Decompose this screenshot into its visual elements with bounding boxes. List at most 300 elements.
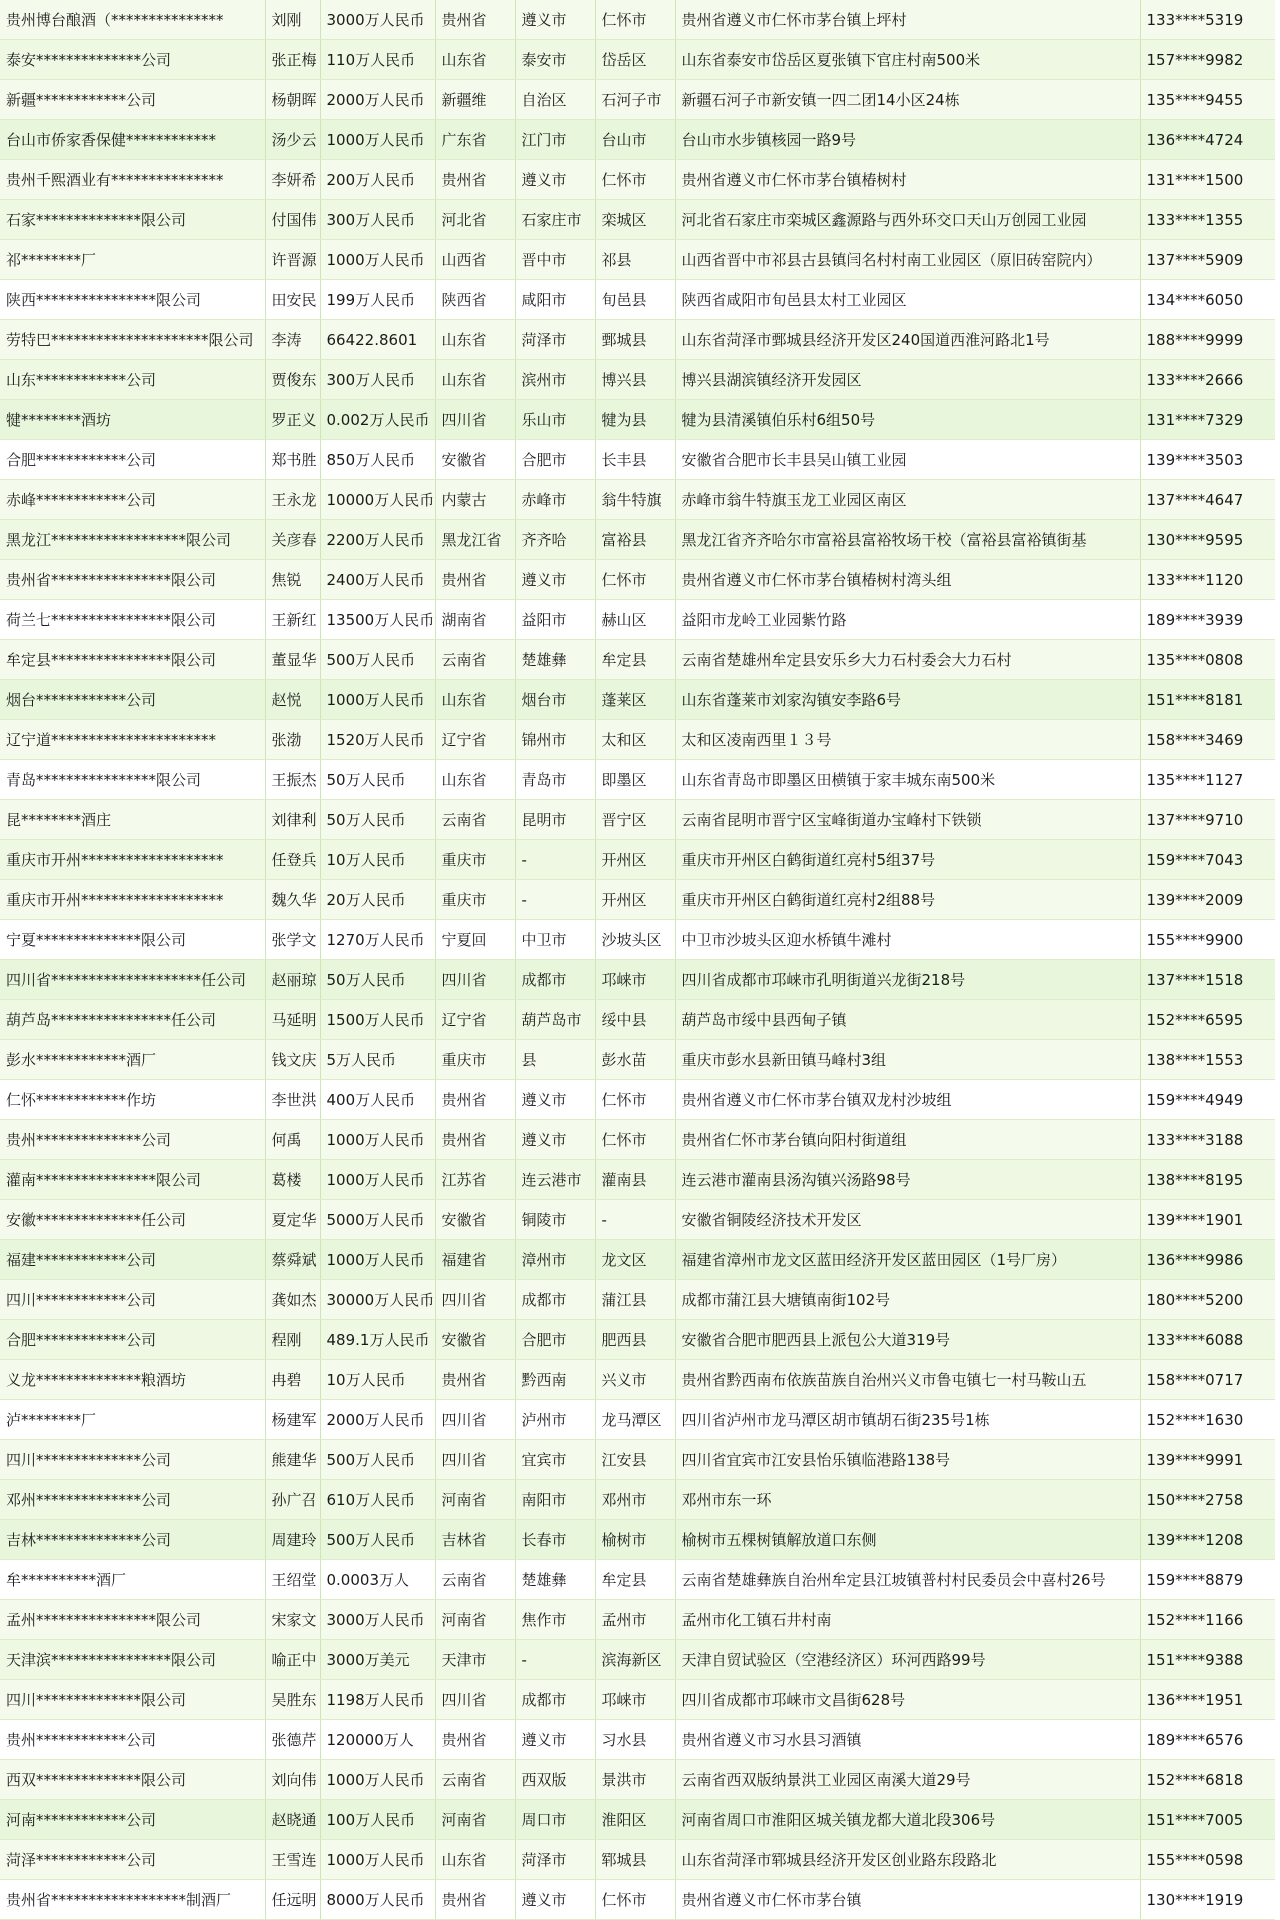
company-name-cell: 四川**************限公司 <box>0 1680 265 1720</box>
company-name-cell: 烟台************公司 <box>0 680 265 720</box>
province-cell: 贵州省 <box>435 1880 515 1920</box>
legal-rep-cell: 许晋源 <box>265 240 320 280</box>
phone-cell: 139****1901 <box>1140 1200 1275 1240</box>
table-row <box>0 480 1275 520</box>
district-cell: 祁县 <box>595 240 675 280</box>
registered-capital-cell: 1000万人民币 <box>320 1160 435 1200</box>
district-cell: 旬邑县 <box>595 280 675 320</box>
district-cell: 长丰县 <box>595 440 675 480</box>
legal-rep-cell: 杨建军 <box>265 1400 320 1440</box>
phone-cell: 152****1630 <box>1140 1400 1275 1440</box>
table-row <box>0 1600 1275 1640</box>
phone-cell: 139****3503 <box>1140 440 1275 480</box>
table-row <box>0 840 1275 880</box>
city-cell: 菏泽市 <box>515 1840 595 1880</box>
address-cell: 安徽省合肥市长丰县吴山镇工业园 <box>675 440 1140 480</box>
phone-cell: 136****9986 <box>1140 1240 1275 1280</box>
company-name-cell: 山东************公司 <box>0 360 265 400</box>
company-name-cell: 赤峰************公司 <box>0 480 265 520</box>
address-cell: 山东省菏泽市鄄城县经济开发区240国道西淮河路北1号 <box>675 320 1140 360</box>
address-cell: 山西省晋中市祁县古县镇闫名村村南工业园区（原旧砖窑院内） <box>675 240 1140 280</box>
company-name-cell: 祁********厂 <box>0 240 265 280</box>
address-cell: 山东省泰安市岱岳区夏张镇下官庄村南500米 <box>675 40 1140 80</box>
address-cell: 河北省石家庄市栾城区鑫源路与西外环交口天山万创园工业园 <box>675 200 1140 240</box>
address-cell: 贵州省仁怀市茅台镇向阳村街道组 <box>675 1120 1140 1160</box>
address-cell: 葫芦岛市绥中县西甸子镇 <box>675 1000 1140 1040</box>
phone-cell: 152****1166 <box>1140 1600 1275 1640</box>
registered-capital-cell: 500万人民币 <box>320 640 435 680</box>
table-row <box>0 920 1275 960</box>
registered-capital-cell: 400万人民币 <box>320 1080 435 1120</box>
table-row <box>0 1800 1275 1840</box>
registered-capital-cell: 20万人民币 <box>320 880 435 920</box>
phone-cell: 137****5909 <box>1140 240 1275 280</box>
province-cell: 吉林省 <box>435 1520 515 1560</box>
table-row <box>0 1520 1275 1560</box>
phone-cell: 155****9900 <box>1140 920 1275 960</box>
legal-rep-cell: 魏久华 <box>265 880 320 920</box>
legal-rep-cell: 程刚 <box>265 1320 320 1360</box>
city-cell: 西双版 <box>515 1760 595 1800</box>
phone-cell: 150****2758 <box>1140 1480 1275 1520</box>
phone-cell: 134****6050 <box>1140 280 1275 320</box>
legal-rep-cell: 李世洪 <box>265 1080 320 1120</box>
registered-capital-cell: 1000万人民币 <box>320 240 435 280</box>
legal-rep-cell: 吴胜东 <box>265 1680 320 1720</box>
city-cell: 中卫市 <box>515 920 595 960</box>
company-name-cell: 义龙**************粮酒坊 <box>0 1360 265 1400</box>
city-cell: - <box>515 1640 595 1680</box>
district-cell: 鄄城县 <box>595 320 675 360</box>
phone-cell: 137****4647 <box>1140 480 1275 520</box>
legal-rep-cell: 蔡舜斌 <box>265 1240 320 1280</box>
phone-cell: 157****9982 <box>1140 40 1275 80</box>
province-cell: 河北省 <box>435 200 515 240</box>
table-row <box>0 320 1275 360</box>
address-cell: 犍为县清溪镇伯乐村6组50号 <box>675 400 1140 440</box>
province-cell: 山东省 <box>435 1840 515 1880</box>
district-cell: 江安县 <box>595 1440 675 1480</box>
legal-rep-cell: 龚如杰 <box>265 1280 320 1320</box>
legal-rep-cell: 关彦春 <box>265 520 320 560</box>
phone-cell: 189****6576 <box>1140 1720 1275 1760</box>
registered-capital-cell: 3000万美元 <box>320 1640 435 1680</box>
address-cell: 贵州省遵义市仁怀市茅台镇椿树村湾头组 <box>675 560 1140 600</box>
legal-rep-cell: 赵晓通 <box>265 1800 320 1840</box>
registered-capital-cell: 1500万人民币 <box>320 1000 435 1040</box>
province-cell: 山东省 <box>435 320 515 360</box>
company-name-cell: 菏泽************公司 <box>0 1840 265 1880</box>
phone-cell: 136****4724 <box>1140 120 1275 160</box>
legal-rep-cell: 刘向伟 <box>265 1760 320 1800</box>
phone-cell: 133****5319 <box>1140 0 1275 40</box>
table-row <box>0 520 1275 560</box>
province-cell: 重庆市 <box>435 880 515 920</box>
city-cell: - <box>515 840 595 880</box>
district-cell: 仁怀市 <box>595 0 675 40</box>
legal-rep-cell: 王永龙 <box>265 480 320 520</box>
address-cell: 福建省漳州市龙文区蓝田经济开发区蓝田园区（1号厂房） <box>675 1240 1140 1280</box>
phone-cell: 151****8181 <box>1140 680 1275 720</box>
table-row <box>0 200 1275 240</box>
phone-cell: 158****0717 <box>1140 1360 1275 1400</box>
table-row <box>0 1360 1275 1400</box>
company-name-cell: 泰安**************公司 <box>0 40 265 80</box>
legal-rep-cell: 任远明 <box>265 1880 320 1920</box>
address-cell: 新疆石河子市新安镇一四二团14小区24栋 <box>675 80 1140 120</box>
phone-cell: 131****7329 <box>1140 400 1275 440</box>
address-cell: 重庆市彭水县新田镇马峰村3组 <box>675 1040 1140 1080</box>
city-cell: 遵义市 <box>515 1120 595 1160</box>
phone-cell: 138****8195 <box>1140 1160 1275 1200</box>
legal-rep-cell: 刘刚 <box>265 0 320 40</box>
province-cell: 四川省 <box>435 1400 515 1440</box>
phone-cell: 130****9595 <box>1140 520 1275 560</box>
table-row <box>0 280 1275 320</box>
legal-rep-cell: 王雪连 <box>265 1840 320 1880</box>
province-cell: 云南省 <box>435 800 515 840</box>
table-row <box>0 640 1275 680</box>
phone-cell: 138****1553 <box>1140 1040 1275 1080</box>
registered-capital-cell: 10万人民币 <box>320 1360 435 1400</box>
company-name-cell: 天津滨****************限公司 <box>0 1640 265 1680</box>
province-cell: 福建省 <box>435 1240 515 1280</box>
legal-rep-cell: 罗正义 <box>265 400 320 440</box>
district-cell: 灌南县 <box>595 1160 675 1200</box>
phone-cell: 131****1500 <box>1140 160 1275 200</box>
province-cell: 河南省 <box>435 1480 515 1520</box>
phone-cell: 136****1951 <box>1140 1680 1275 1720</box>
table-row <box>0 400 1275 440</box>
province-cell: 辽宁省 <box>435 720 515 760</box>
address-cell: 四川省成都市邛崃市孔明街道兴龙街218号 <box>675 960 1140 1000</box>
district-cell: 犍为县 <box>595 400 675 440</box>
address-cell: 邓州市东一环 <box>675 1480 1140 1520</box>
district-cell: 开州区 <box>595 840 675 880</box>
company-name-cell: 贵州千熙酒业有*************** <box>0 160 265 200</box>
address-cell: 中卫市沙坡头区迎水桥镇牛滩村 <box>675 920 1140 960</box>
district-cell: 晋宁区 <box>595 800 675 840</box>
district-cell: 龙文区 <box>595 1240 675 1280</box>
phone-cell: 151****7005 <box>1140 1800 1275 1840</box>
district-cell: 仁怀市 <box>595 560 675 600</box>
city-cell: 长春市 <box>515 1520 595 1560</box>
registered-capital-cell: 2400万人民币 <box>320 560 435 600</box>
address-cell: 贵州省遵义市仁怀市茅台镇椿树村 <box>675 160 1140 200</box>
company-name-cell: 犍********酒坊 <box>0 400 265 440</box>
district-cell: 蓬莱区 <box>595 680 675 720</box>
table-row <box>0 1120 1275 1160</box>
province-cell: 贵州省 <box>435 1080 515 1120</box>
legal-rep-cell: 王新红 <box>265 600 320 640</box>
company-name-cell: 新疆************公司 <box>0 80 265 120</box>
province-cell: 辽宁省 <box>435 1000 515 1040</box>
table-row <box>0 800 1275 840</box>
address-cell: 四川省泸州市龙马潭区胡市镇胡石街235号1栋 <box>675 1400 1140 1440</box>
city-cell: 楚雄彝 <box>515 1560 595 1600</box>
district-cell: 仁怀市 <box>595 160 675 200</box>
district-cell: 习水县 <box>595 1720 675 1760</box>
phone-cell: 180****5200 <box>1140 1280 1275 1320</box>
table-row <box>0 1560 1275 1600</box>
company-name-cell: 陕西****************限公司 <box>0 280 265 320</box>
registered-capital-cell: 300万人民币 <box>320 200 435 240</box>
phone-cell: 189****3939 <box>1140 600 1275 640</box>
province-cell: 重庆市 <box>435 1040 515 1080</box>
table-row <box>0 1680 1275 1720</box>
province-cell: 贵州省 <box>435 0 515 40</box>
phone-cell: 188****9999 <box>1140 320 1275 360</box>
district-cell: 邛崃市 <box>595 960 675 1000</box>
company-name-cell: 彭水************酒厂 <box>0 1040 265 1080</box>
legal-rep-cell: 张学文 <box>265 920 320 960</box>
district-cell: 博兴县 <box>595 360 675 400</box>
legal-rep-cell: 周建玲 <box>265 1520 320 1560</box>
table-row <box>0 1440 1275 1480</box>
registered-capital-cell: 500万人民币 <box>320 1520 435 1560</box>
table-row <box>0 1400 1275 1440</box>
legal-rep-cell: 张正梅 <box>265 40 320 80</box>
company-name-cell: 牟**********酒厂 <box>0 1560 265 1600</box>
table-row <box>0 1000 1275 1040</box>
city-cell: 遵义市 <box>515 1080 595 1120</box>
company-name-cell: 昆********酒庄 <box>0 800 265 840</box>
registered-capital-cell: 2200万人民币 <box>320 520 435 560</box>
province-cell: 宁夏回 <box>435 920 515 960</box>
legal-rep-cell: 钱文庆 <box>265 1040 320 1080</box>
city-cell: 县 <box>515 1040 595 1080</box>
company-name-cell: 吉林**************公司 <box>0 1520 265 1560</box>
company-name-cell: 泸********厂 <box>0 1400 265 1440</box>
address-cell: 台山市水步镇核园一路9号 <box>675 120 1140 160</box>
district-cell: 富裕县 <box>595 520 675 560</box>
company-name-cell: 重庆市开州******************* <box>0 880 265 920</box>
company-name-cell: 宁夏**************限公司 <box>0 920 265 960</box>
table-row <box>0 40 1275 80</box>
province-cell: 贵州省 <box>435 1360 515 1400</box>
registered-capital-cell: 200万人民币 <box>320 160 435 200</box>
district-cell: 滨海新区 <box>595 1640 675 1680</box>
legal-rep-cell: 王绍堂 <box>265 1560 320 1600</box>
province-cell: 贵州省 <box>435 1120 515 1160</box>
city-cell: 咸阳市 <box>515 280 595 320</box>
address-cell: 贵州省遵义市仁怀市茅台镇上坪村 <box>675 0 1140 40</box>
city-cell: 烟台市 <box>515 680 595 720</box>
company-name-cell: 青岛****************限公司 <box>0 760 265 800</box>
district-cell: 太和区 <box>595 720 675 760</box>
district-cell: 台山市 <box>595 120 675 160</box>
address-cell: 安徽省铜陵经济技术开发区 <box>675 1200 1140 1240</box>
table-row <box>0 880 1275 920</box>
province-cell: 四川省 <box>435 1280 515 1320</box>
address-cell: 太和区凌南西里１３号 <box>675 720 1140 760</box>
phone-cell: 151****9388 <box>1140 1640 1275 1680</box>
province-cell: 云南省 <box>435 1560 515 1600</box>
company-name-cell: 贵州************公司 <box>0 1720 265 1760</box>
address-cell: 云南省楚雄州牟定县安乐乡大力石村委会大力石村 <box>675 640 1140 680</box>
phone-cell: 139****1208 <box>1140 1520 1275 1560</box>
registered-capital-cell: 13500万人民币 <box>320 600 435 640</box>
city-cell: 成都市 <box>515 1680 595 1720</box>
registered-capital-cell: 66422.8601 <box>320 320 435 360</box>
province-cell: 山东省 <box>435 360 515 400</box>
legal-rep-cell: 熊建华 <box>265 1440 320 1480</box>
registered-capital-cell: 120000万人 <box>320 1720 435 1760</box>
address-cell: 山东省青岛市即墨区田横镇于家丰城东南500米 <box>675 760 1140 800</box>
city-cell: 泸州市 <box>515 1400 595 1440</box>
legal-rep-cell: 李涛 <box>265 320 320 360</box>
table-row <box>0 120 1275 160</box>
district-cell: 沙坡头区 <box>595 920 675 960</box>
address-cell: 贵州省遵义市仁怀市茅台镇双龙村沙坡组 <box>675 1080 1140 1120</box>
city-cell: 南阳市 <box>515 1480 595 1520</box>
address-cell: 连云港市灌南县汤沟镇兴汤路98号 <box>675 1160 1140 1200</box>
district-cell: 绥中县 <box>595 1000 675 1040</box>
phone-cell: 139****9991 <box>1140 1440 1275 1480</box>
province-cell: 安徽省 <box>435 1320 515 1360</box>
city-cell: 焦作市 <box>515 1600 595 1640</box>
legal-rep-cell: 李妍希 <box>265 160 320 200</box>
registered-capital-cell: 300万人民币 <box>320 360 435 400</box>
address-cell: 黑龙江省齐齐哈尔市富裕县富裕牧场干校（富裕县富裕镇街基 <box>675 520 1140 560</box>
phone-cell: 133****1355 <box>1140 200 1275 240</box>
district-cell: 仁怀市 <box>595 1880 675 1920</box>
company-name-cell: 台山市侨家香保健************ <box>0 120 265 160</box>
province-cell: 河南省 <box>435 1800 515 1840</box>
district-cell: 彭水苗 <box>595 1040 675 1080</box>
address-cell: 益阳市龙岭工业园紫竹路 <box>675 600 1140 640</box>
address-cell: 四川省宜宾市江安县怡乐镇临港路138号 <box>675 1440 1140 1480</box>
phone-cell: 139****2009 <box>1140 880 1275 920</box>
address-cell: 四川省成都市邛崃市文昌街628号 <box>675 1680 1140 1720</box>
company-name-cell: 劳特巴*********************限公司 <box>0 320 265 360</box>
registered-capital-cell: 3000万人民币 <box>320 1600 435 1640</box>
address-cell: 榆树市五棵树镇解放道口东侧 <box>675 1520 1140 1560</box>
phone-cell: 135****1127 <box>1140 760 1275 800</box>
table-row <box>0 1880 1275 1920</box>
address-cell: 贵州省黔西南布依族苗族自治州兴义市鲁屯镇七一村马鞍山五 <box>675 1360 1140 1400</box>
legal-rep-cell: 王振杰 <box>265 760 320 800</box>
company-name-cell: 贵州省******************制酒厂 <box>0 1880 265 1920</box>
company-name-cell: 荷兰七****************限公司 <box>0 600 265 640</box>
district-cell: 岱岳区 <box>595 40 675 80</box>
registered-capital-cell: 5万人民币 <box>320 1040 435 1080</box>
province-cell: 云南省 <box>435 640 515 680</box>
registered-capital-cell: 5000万人民币 <box>320 1200 435 1240</box>
company-name-cell: 辽宁道********************** <box>0 720 265 760</box>
address-cell: 重庆市开州区白鹤街道红亮村2组88号 <box>675 880 1140 920</box>
table-row <box>0 560 1275 600</box>
registered-capital-cell: 489.1万人民币 <box>320 1320 435 1360</box>
district-cell: 石河子市 <box>595 80 675 120</box>
table-row <box>0 0 1275 40</box>
phone-cell: 152****6818 <box>1140 1760 1275 1800</box>
district-cell: 栾城区 <box>595 200 675 240</box>
legal-rep-cell: 张渤 <box>265 720 320 760</box>
company-name-cell: 黑龙江******************限公司 <box>0 520 265 560</box>
legal-rep-cell: 任登兵 <box>265 840 320 880</box>
district-cell: 翁牛特旗 <box>595 480 675 520</box>
table-row <box>0 160 1275 200</box>
legal-rep-cell: 夏定华 <box>265 1200 320 1240</box>
company-name-cell: 仁怀************作坊 <box>0 1080 265 1120</box>
city-cell: 齐齐哈 <box>515 520 595 560</box>
registered-capital-cell: 50万人民币 <box>320 800 435 840</box>
province-cell: 新疆维 <box>435 80 515 120</box>
district-cell: - <box>595 1200 675 1240</box>
city-cell: 赤峰市 <box>515 480 595 520</box>
province-cell: 山东省 <box>435 40 515 80</box>
registered-capital-cell: 110万人民币 <box>320 40 435 80</box>
city-cell: 周口市 <box>515 1800 595 1840</box>
city-cell: 晋中市 <box>515 240 595 280</box>
company-name-cell: 河南************公司 <box>0 1800 265 1840</box>
registered-capital-cell: 8000万人民币 <box>320 1880 435 1920</box>
table-row <box>0 240 1275 280</box>
address-cell: 博兴县湖滨镇经济开发园区 <box>675 360 1140 400</box>
address-cell: 赤峰市翁牛特旗玉龙工业园区南区 <box>675 480 1140 520</box>
province-cell: 安徽省 <box>435 440 515 480</box>
city-cell: 菏泽市 <box>515 320 595 360</box>
table-row <box>0 1320 1275 1360</box>
city-cell: 自治区 <box>515 80 595 120</box>
address-cell: 安徽省合肥市肥西县上派包公大道319号 <box>675 1320 1140 1360</box>
table-row <box>0 360 1275 400</box>
address-cell: 重庆市开州区白鹤街道红亮村5组37号 <box>675 840 1140 880</box>
legal-rep-cell: 汤少云 <box>265 120 320 160</box>
city-cell: 昆明市 <box>515 800 595 840</box>
district-cell: 景洪市 <box>595 1760 675 1800</box>
phone-cell: 152****6595 <box>1140 1000 1275 1040</box>
phone-cell: 133****1120 <box>1140 560 1275 600</box>
company-name-cell: 贵州博台酿酒（*************** <box>0 0 265 40</box>
table-row <box>0 600 1275 640</box>
company-name-cell: 孟州****************限公司 <box>0 1600 265 1640</box>
table-row <box>0 1080 1275 1120</box>
address-cell: 山东省菏泽市郓城县经济开发区创业路东段路北 <box>675 1840 1140 1880</box>
table-row <box>0 760 1275 800</box>
city-cell: 连云港市 <box>515 1160 595 1200</box>
registered-capital-cell: 50万人民币 <box>320 960 435 1000</box>
company-name-cell: 四川************公司 <box>0 1280 265 1320</box>
province-cell: 安徽省 <box>435 1200 515 1240</box>
address-cell: 贵州省遵义市习水县习酒镇 <box>675 1720 1140 1760</box>
company-name-cell: 四川省********************任公司 <box>0 960 265 1000</box>
registered-capital-cell: 1270万人民币 <box>320 920 435 960</box>
city-cell: 遵义市 <box>515 560 595 600</box>
address-cell: 河南省周口市淮阳区城关镇龙都大道北段306号 <box>675 1800 1140 1840</box>
legal-rep-cell: 孙广召 <box>265 1480 320 1520</box>
table-row <box>0 1640 1275 1680</box>
company-name-cell: 安徽**************任公司 <box>0 1200 265 1240</box>
district-cell: 开州区 <box>595 880 675 920</box>
district-cell: 蒲江县 <box>595 1280 675 1320</box>
registered-capital-cell: 30000万人民币 <box>320 1280 435 1320</box>
city-cell: 成都市 <box>515 960 595 1000</box>
city-cell: 成都市 <box>515 1280 595 1320</box>
address-cell: 陕西省咸阳市旬邑县太村工业园区 <box>675 280 1140 320</box>
province-cell: 江苏省 <box>435 1160 515 1200</box>
province-cell: 内蒙古 <box>435 480 515 520</box>
table-row <box>0 960 1275 1000</box>
district-cell: 邛崃市 <box>595 1680 675 1720</box>
district-cell: 邓州市 <box>595 1480 675 1520</box>
registered-capital-cell: 0.002万人民币 <box>320 400 435 440</box>
company-name-cell: 贵州**************公司 <box>0 1120 265 1160</box>
legal-rep-cell: 喻正中 <box>265 1640 320 1680</box>
phone-cell: 137****9710 <box>1140 800 1275 840</box>
province-cell: 黑龙江省 <box>435 520 515 560</box>
